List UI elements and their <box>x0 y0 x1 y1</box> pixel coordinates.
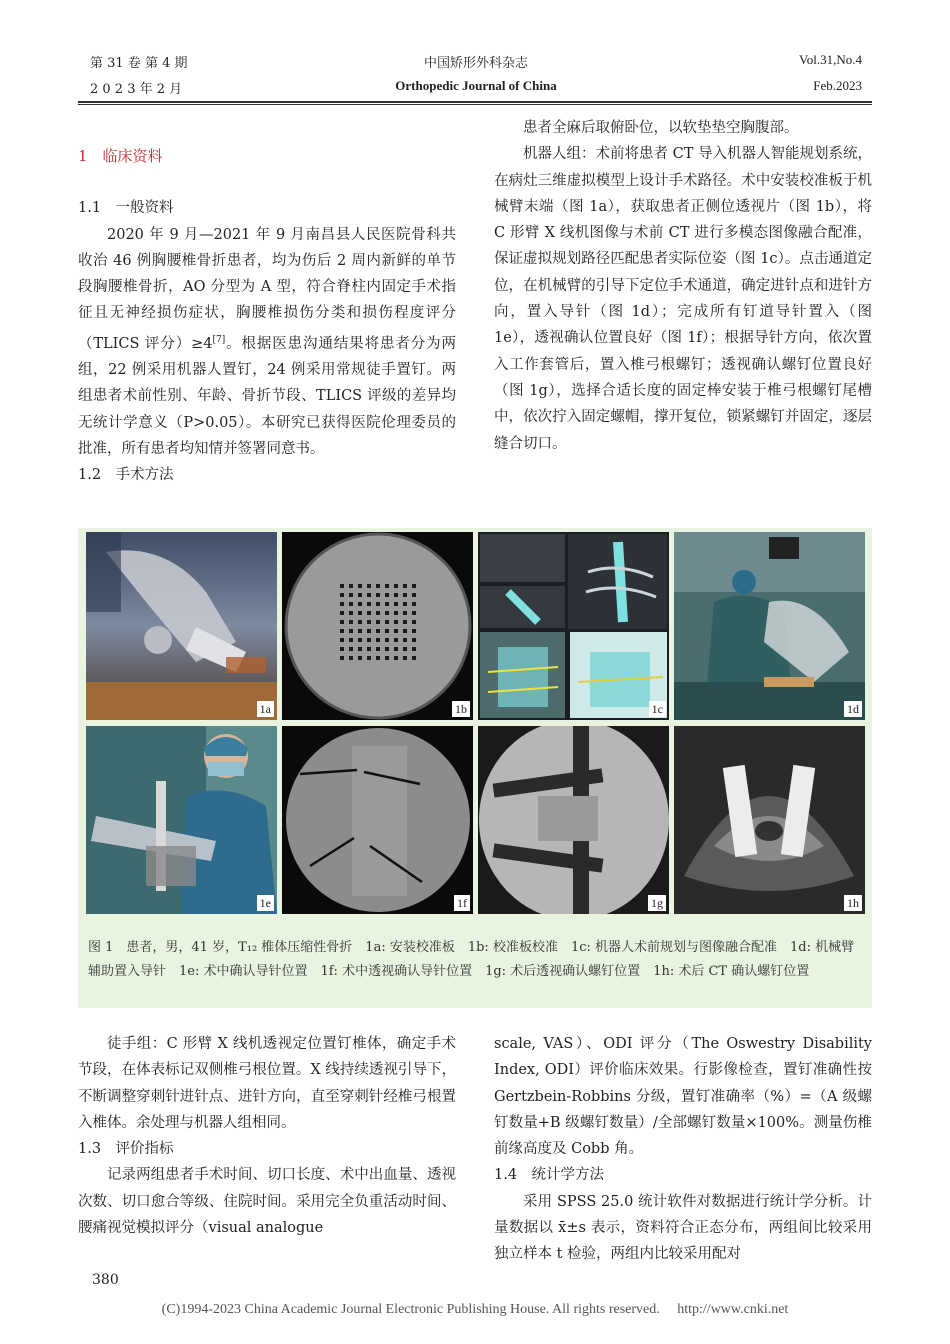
calibration-marker <box>367 656 371 660</box>
journal-name-cn: 中国矫形外科杂志 <box>423 56 528 71</box>
right-column-top <box>494 115 872 457</box>
calibration-marker <box>358 593 362 597</box>
calibration-marker <box>412 593 416 597</box>
panel-label: 1c <box>649 701 666 717</box>
calibration-marker <box>349 620 353 624</box>
paragraph-evaluation-cont: scale, VAS）、ODI 评分（The Oswestry Disability Index, ODI）评价临床效果。行影像检查，置钉准确性按 Gertzbein-Robbins 分级，置钉准确率（%）=（A 级螺钉数量+B 级螺钉数量）/全部螺钉数量×100%。测量伤椎前缘高度及 Cobb 角。 <box>494 1036 872 1158</box>
panel-1e <box>86 726 277 914</box>
calibration-marker <box>403 647 407 651</box>
calibration-marker <box>358 602 362 606</box>
calibration-marker <box>358 656 362 660</box>
calibration-marker <box>349 584 353 588</box>
calibration-marker <box>385 629 389 633</box>
panel-1h <box>674 726 865 914</box>
calibration-marker <box>367 611 371 615</box>
calibration-marker <box>394 593 398 597</box>
journal-name-en: Orthopedic Journal of China <box>395 78 557 93</box>
paragraph-freehand-group: 徒手组：C 形臂 X 线机透视定位置钉椎体，确定手术节段，在体表标记双侧椎弓根位置。X 线持续透视引导下，不断调整穿刺针进针点、进针方向，直至穿刺针经椎弓根置入椎体。余处理与机器人组相同。 <box>78 1036 456 1131</box>
copyright-footer: (C)1994-2023 China Academic Journal Electronic Publishing House. All rights reserved. http://www.cnki.net <box>161 1302 789 1317</box>
calibration-marker <box>367 593 371 597</box>
calibration-marker <box>394 629 398 633</box>
calibration-marker <box>340 584 344 588</box>
calibration-marker <box>340 611 344 615</box>
panel-label: 1e <box>257 895 274 911</box>
paragraph-statistics: 采用 SPSS 25.0 统计软件对数据进行统计学分析。计量数据以 x̄±s 表示，资料符合正态分布，两组间比较采用独立样本 t 检验，两组内比较采用配对 <box>494 1193 872 1263</box>
calibration-marker <box>376 647 380 651</box>
surgeon-photo <box>86 726 277 914</box>
calibration-marker <box>403 629 407 633</box>
calibration-marker <box>367 647 371 651</box>
calibration-marker <box>376 620 380 624</box>
calibration-marker <box>367 638 371 642</box>
section-heading-1: 1 临床资料 <box>78 147 163 165</box>
ct-axial-screws <box>674 726 865 914</box>
calibration-marker <box>349 638 353 642</box>
calibration-marker <box>358 584 362 588</box>
calibration-marker <box>394 602 398 606</box>
running-header <box>90 52 862 98</box>
header-rule-thin <box>78 104 872 105</box>
calibration-marker <box>340 620 344 624</box>
calibration-marker <box>403 584 407 588</box>
calibration-marker <box>385 638 389 642</box>
calibration-marker <box>376 584 380 588</box>
panel-label: 1h <box>844 895 862 911</box>
calibration-marker <box>340 638 344 642</box>
planning-software-screen <box>478 532 669 720</box>
calibration-marker <box>367 620 371 624</box>
calibration-marker <box>412 611 416 615</box>
panel-label: 1d <box>844 701 862 717</box>
calibration-marker <box>385 584 389 588</box>
panel-label: 1b <box>452 701 470 717</box>
paragraph-robot-group: 机器人组：术前将患者 CT 导入机器人智能规划系统，在病灶三维虚拟模型上设计手术路径。术中安装校准板于机械臂末端（图 1a），获取患者正侧位透视片（图 1b），将 C 形臂 X 线机图像与术前 CT 进行多模态图像融合配准，保证虚拟规划路径匹配患者实际位姿（图 1c）。点击通道定位，在机械臂的引导下定位手术通道，确定进针点和进针方向，置入导针（图 1d）；完成所有钉道导针置入（图 1e），透视确认位置良好（图 1f）；根据导针方向，依次置入工作套管后，置入椎弓根螺钉；透视确认螺钉位置良好（图 1g），选择合适长度的固定棒安装于椎弓根螺钉尾槽中，依次拧入固定螺帽，撑开复位，锁紧螺钉并固定，逐层缝合切口。 <box>494 146 872 452</box>
subsection-1-3: 1.3 评价指标 <box>78 1141 174 1158</box>
calibration-marker <box>367 584 371 588</box>
calibration-marker <box>385 620 389 624</box>
panel-label: 1a <box>257 701 274 717</box>
panel-1g <box>478 726 669 914</box>
calibration-marker <box>412 584 416 588</box>
calibration-marker <box>349 629 353 633</box>
calibration-marker <box>412 602 416 606</box>
calibration-marker <box>367 629 371 633</box>
panel-1a <box>86 532 277 720</box>
panel-1f <box>282 726 473 914</box>
left-column-top <box>78 143 456 488</box>
subsection-1-1: 1.1 一般资料 <box>78 200 174 217</box>
calibration-marker <box>403 611 407 615</box>
calibration-marker <box>385 611 389 615</box>
calibration-marker <box>358 638 362 642</box>
calibration-marker <box>349 602 353 606</box>
calibration-marker <box>376 656 380 660</box>
date-cn: 2 0 2 3 年 2 月 <box>90 82 183 97</box>
subsection-1-4: 1.4 统计学方法 <box>494 1167 605 1184</box>
calibration-marker <box>412 620 416 624</box>
calibration-marker <box>340 629 344 633</box>
xray-guide-pins <box>282 726 473 914</box>
calibration-marker <box>349 611 353 615</box>
calibration-marker <box>367 602 371 606</box>
panel-1d <box>674 532 865 720</box>
citation-7[interactable]: [7] <box>212 334 226 345</box>
paragraph-anesthesia: 患者全麻后取俯卧位，以软垫垫空胸腹部。 <box>523 120 799 136</box>
figure-1 <box>78 528 872 1008</box>
calibration-marker <box>340 647 344 651</box>
calibration-marker <box>412 647 416 651</box>
date-en: Feb.2023 <box>813 78 862 93</box>
paragraph-general-data: 2020 年 9 月—2021 年 9 月南昌县人民医院骨科共收治 46 例胸腰椎骨折患者，均为伤后 2 周内新鲜的单节段胸腰椎骨折，AO 分型为 A 型，符合脊柱内固定手术指征且无神经损伤症状，胸腰椎损伤分类和损伤程度评分（TLICS 评分）≥4[7]。根据医患沟通结果将患者分为两组，22 例采用机器人置钉，24 例采用常规徒手置钉。两组患者术前性别、年龄、骨折节段、TLICS 评级的差异均无统计学意义（P>0.05）。本研究已获得医院伦理委员的批准，所有患者均知情并签署同意书。 <box>78 226 456 457</box>
calibration-marker <box>412 656 416 660</box>
calibration-marker <box>385 593 389 597</box>
subsection-1-2: 1.2 手术方法 <box>78 467 174 484</box>
operating-room-photo <box>674 532 865 720</box>
left-column-bottom <box>78 1031 456 1241</box>
calibration-marker <box>358 611 362 615</box>
calibration-xray <box>282 532 473 720</box>
calibration-marker <box>394 638 398 642</box>
calibration-marker <box>385 656 389 660</box>
calibration-marker <box>349 593 353 597</box>
figure-caption: 图 1 患者，男，41 岁，T₁₂ 椎体压缩性骨折 1a: 安装校准板 1b: 校准板校准 1c: 机器人术前规划与图像融合配准 1d: 机械臂辅助置入导针 1e: 术中确认导针位置 1f: 术中透视确认导针位置 1g: 术后透视确认螺钉位置 1h: 术后 CT 确认螺钉位置 <box>88 940 855 979</box>
panel-label: 1f <box>454 895 470 911</box>
calibration-marker <box>394 647 398 651</box>
calibration-marker <box>412 638 416 642</box>
calibration-marker <box>376 611 380 615</box>
panel-label: 1g <box>648 895 666 911</box>
calibration-marker <box>403 602 407 606</box>
calibration-marker <box>394 584 398 588</box>
calibration-marker <box>403 656 407 660</box>
calibration-marker <box>403 593 407 597</box>
calibration-marker <box>340 602 344 606</box>
calibration-marker <box>394 611 398 615</box>
calibration-marker <box>340 656 344 660</box>
calibration-marker <box>376 629 380 633</box>
volume-cn: 第 31 卷 第 4 期 <box>90 56 188 71</box>
page-number: 380 <box>92 1272 119 1288</box>
calibration-marker <box>358 647 362 651</box>
panel-1b <box>282 532 473 720</box>
calibration-marker <box>376 602 380 606</box>
calibration-marker <box>403 638 407 642</box>
calibration-marker <box>412 629 416 633</box>
calibration-marker <box>349 647 353 651</box>
calibration-marker <box>349 656 353 660</box>
header-rule <box>78 101 872 103</box>
xray-pedicle-screws <box>478 726 669 914</box>
calibration-marker <box>376 593 380 597</box>
panel-1c <box>478 532 669 720</box>
calibration-marker <box>358 620 362 624</box>
calibration-marker <box>340 593 344 597</box>
volume-en: Vol.31,No.4 <box>799 52 862 67</box>
calibration-marker <box>394 620 398 624</box>
right-column-bottom <box>494 1031 872 1268</box>
paragraph-evaluation: 记录两组患者手术时间、切口长度、术中出血量、透视次数、切口愈合等级、住院时间。采用完全负重活动时间、腰痛视觉模拟评分（visual analogue <box>78 1167 456 1237</box>
calibration-marker <box>358 629 362 633</box>
robot-arm-photo <box>86 532 277 720</box>
calibration-marker <box>385 602 389 606</box>
calibration-marker <box>394 656 398 660</box>
calibration-marker <box>385 647 389 651</box>
calibration-marker <box>403 620 407 624</box>
calibration-marker <box>376 638 380 642</box>
